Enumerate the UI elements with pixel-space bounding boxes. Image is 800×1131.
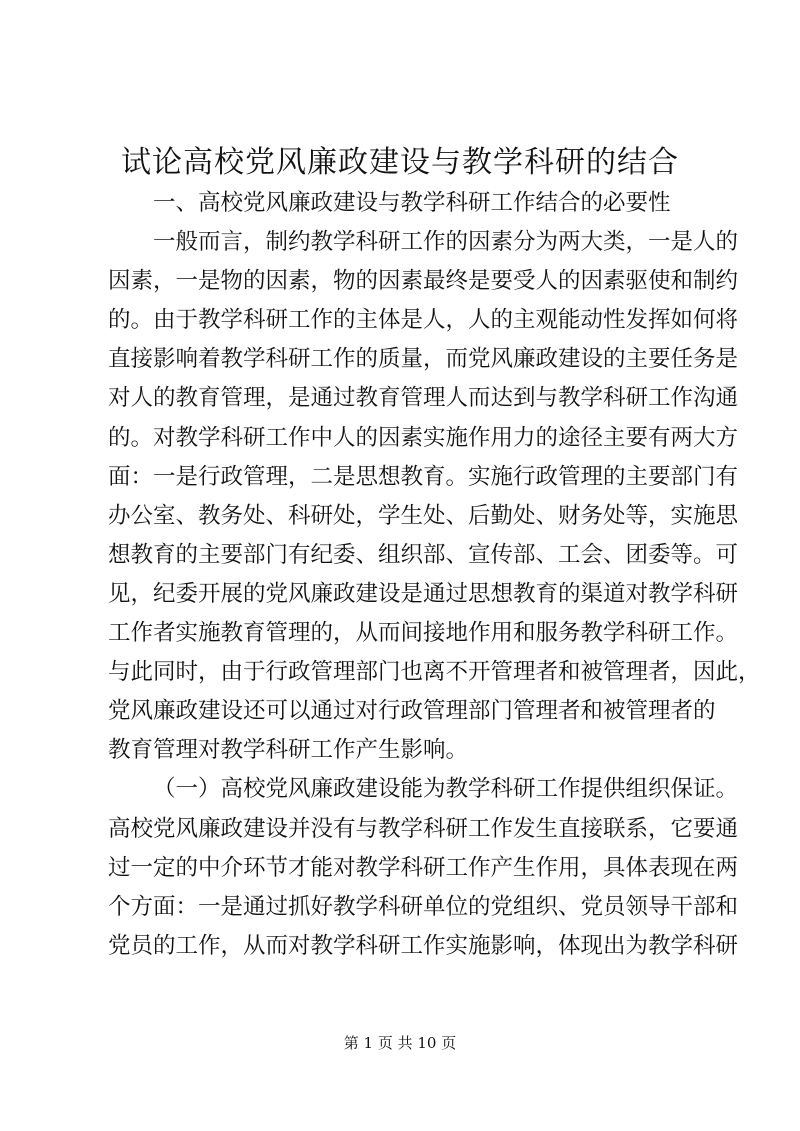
text-line: 教育管理对教学科研工作产生影响。 bbox=[108, 737, 469, 764]
text-line: 过一定的中介环节才能对教学科研工作产生作用，具体表现在两 bbox=[108, 854, 739, 881]
text-line: 与此同时，由于行政管理部门也离不开管理者和被管理者，因此， bbox=[108, 659, 761, 686]
text-line: 直接影响着教学科研工作的质量，而党风廉政建设的主要任务是 bbox=[108, 346, 739, 373]
text-line: 见，纪委开展的党风廉政建设是通过思想教育的渠道对教学科研 bbox=[108, 580, 739, 607]
text-line: 工作者实施教育管理的，从而间接地作用和服务教学科研工作。 bbox=[108, 620, 739, 647]
text-line: 党员的工作，从而对教学科研工作实施影响，体现出为教学科研 bbox=[108, 932, 739, 959]
document-title: 试论高校党风廉政建设与教学科研的结合 bbox=[121, 145, 679, 180]
section-heading: 一、高校党风廉政建设与教学科研工作结合的必要性 bbox=[153, 190, 671, 216]
text-line: 面：一是行政管理，二是思想教育。实施行政管理的主要部门有 bbox=[108, 463, 739, 490]
document-body bbox=[108, 184, 761, 966]
text-line: 办公室、教务处、科研处，学生处、后勤处、财务处等，实施思 bbox=[108, 502, 739, 529]
text-line: 高校党风廉政建设并没有与教学科研工作发生直接联系，它要通 bbox=[108, 815, 739, 842]
text-line: 想教育的主要部门有纪委、组织部、宣传部、工会、团委等。可 bbox=[108, 541, 739, 568]
text-line: 一般而言，制约教学科研工作的因素分为两大类，一是人的 bbox=[153, 229, 739, 256]
text-line: 的。由于教学科研工作的主体是人，人的主观能动性发挥如何将 bbox=[108, 307, 739, 334]
text-line: 个方面：一是通过抓好教学科研单位的党组织、党员领导干部和 bbox=[108, 893, 739, 920]
text-line: 党风廉政建设还可以通过对行政管理部门管理者和被管理者的 bbox=[108, 698, 716, 725]
text-line: 的。对教学科研工作中人的因素实施作用力的途径主要有两大方 bbox=[108, 424, 739, 451]
text-line: 对人的教育管理，是通过教育管理人而达到与教学科研工作沟通 bbox=[108, 385, 739, 412]
text-line: 因素，一是物的因素，物的因素最终是要受人的因素驱使和制约 bbox=[108, 268, 739, 295]
subsection-heading: （一）高校党风廉政建设能为教学科研工作提供组织保证。 bbox=[153, 776, 739, 803]
page-footer: 第 1 页 共 10 页 bbox=[343, 1034, 457, 1052]
